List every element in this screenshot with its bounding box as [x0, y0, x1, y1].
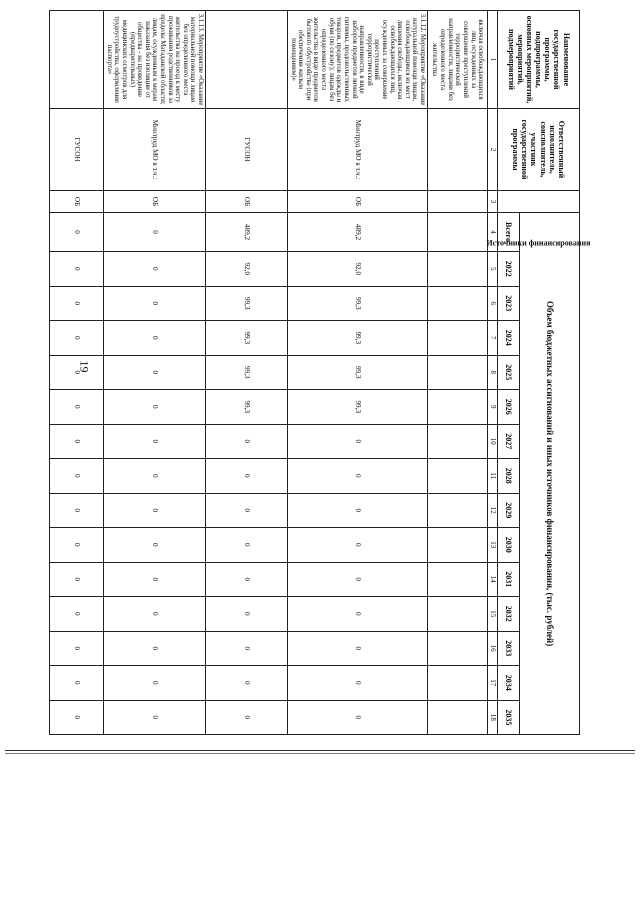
column-number: 12 — [488, 493, 498, 528]
row-value — [428, 562, 488, 597]
row-value: 99,3 — [288, 286, 428, 321]
row-value: 0 — [50, 355, 104, 390]
row-value — [428, 493, 488, 528]
row-value — [428, 459, 488, 494]
row-value: 0 — [50, 321, 104, 356]
row-value: 99,3 — [206, 390, 288, 425]
row-total: 489,2 — [288, 213, 428, 252]
table-row — [428, 11, 488, 735]
row-value: 0 — [206, 666, 288, 701]
row-value — [428, 252, 488, 287]
column-number: 13 — [488, 528, 498, 563]
column-number: 18 — [488, 700, 498, 735]
row-value: 0 — [104, 286, 206, 321]
row-value: 0 — [104, 562, 206, 597]
header-volume: Объем бюджетных ассигнований и иных источников финансирования, (тыс. рублей) — [520, 213, 580, 735]
row-name: 3.1.12. Мероприятие «Оказание натуральной помощи лицам, освобождающимся из мест лишения свободы, включая освобождающихся лиц, осужденных за совершение преступлений террористической направленности, в виде наборов предметов личной гигиены, продовольственных товаров, предметов одежды и обуви (по сезону); лицам без определенного места жительства в виде предметов бытового обустройства (при обеспечении жилым помещением)» — [288, 11, 428, 109]
financing-table — [49, 10, 591, 735]
row-value: 0 — [50, 562, 104, 597]
row-total: 0 — [104, 213, 206, 252]
row-value: 0 — [104, 424, 206, 459]
column-number: 16 — [488, 631, 498, 666]
row-value: 92,0 — [206, 252, 288, 287]
row-source — [428, 191, 488, 213]
row-value: 0 — [206, 424, 288, 459]
column-number: 2 — [488, 109, 498, 191]
row-value — [428, 321, 488, 356]
row-value: 0 — [206, 459, 288, 494]
row-value: 0 — [50, 631, 104, 666]
table-row — [288, 11, 428, 735]
row-value: 99,3 — [206, 355, 288, 390]
row-value: 0 — [104, 459, 206, 494]
header-year: 2024 — [498, 321, 520, 356]
row-value: 0 — [288, 666, 428, 701]
column-number: 15 — [488, 597, 498, 632]
row-value — [428, 390, 488, 425]
row-value: 0 — [206, 562, 288, 597]
table-row — [104, 11, 206, 735]
row-value: 0 — [288, 631, 428, 666]
header-year: 2034 — [498, 666, 520, 701]
row-value: 0 — [104, 528, 206, 563]
column-number: 1 — [488, 11, 498, 109]
table-row — [50, 11, 104, 735]
header-year: 2027 — [498, 424, 520, 459]
row-value: 0 — [104, 597, 206, 632]
row-value: 0 — [50, 252, 104, 287]
header-year: 2025 — [498, 355, 520, 390]
row-value: 0 — [288, 597, 428, 632]
row-name: 3.1.13. Мероприятие «Оказание материальной помощи лицам без определенного места жительства на проезд к месту проживания родственников за пределы Магаданской области; лицам, осужденным к мерам наказания без изоляции от общества - на проведение (предварительных) медицинских осмотров для трудоустройства, оформление паспорта» — [104, 11, 206, 109]
row-total: 0 — [50, 213, 104, 252]
column-number: 9 — [488, 390, 498, 425]
row-value: 0 — [206, 631, 288, 666]
row-value: 0 — [104, 700, 206, 735]
header-name: Наименование государственной программы, подпрограммы, основных мероприятий, мероприятий, подмероприятий — [498, 11, 580, 109]
row-value: 0 — [288, 424, 428, 459]
row-value — [428, 700, 488, 735]
row-executor: Минтруд МО в т.ч.: — [288, 109, 428, 191]
row-value — [428, 666, 488, 701]
row-value: 0 — [104, 631, 206, 666]
row-value — [428, 286, 488, 321]
row-executor: ГУСОН — [50, 109, 104, 191]
row-value: 99,3 — [288, 390, 428, 425]
row-value: 0 — [50, 493, 104, 528]
row-value: 0 — [288, 562, 428, 597]
row-executor: ГУСОН — [206, 109, 288, 191]
header-year: 2023 — [498, 286, 520, 321]
row-name: включая освобождающихся лиц, осужденных за совершение преступлений террористической направленности, лицами без определенного места жительства — [428, 11, 488, 109]
row-value — [428, 631, 488, 666]
row-value: 0 — [288, 493, 428, 528]
row-value: 0 — [104, 252, 206, 287]
row-value: 0 — [206, 528, 288, 563]
header-executor: Ответственный исполнитель, соисполнитель, участник государственной программы — [498, 109, 580, 191]
header-year: 2030 — [498, 528, 520, 563]
header-year: 2033 — [498, 631, 520, 666]
row-value: 0 — [288, 459, 428, 494]
row-value: 99,3 — [288, 355, 428, 390]
page-divider-secondary — [5, 753, 635, 754]
row-value: 0 — [50, 666, 104, 701]
header-year: 2035 — [498, 700, 520, 735]
row-value: 0 — [104, 666, 206, 701]
row-value: 0 — [104, 355, 206, 390]
row-value: 99,3 — [288, 321, 428, 356]
header-total: Всего — [498, 213, 520, 252]
page-number: 19 — [77, 360, 92, 373]
column-number: 3 — [488, 191, 498, 213]
row-value: 0 — [104, 493, 206, 528]
column-number: 6 — [488, 286, 498, 321]
column-number: 7 — [488, 321, 498, 356]
row-value: 0 — [288, 528, 428, 563]
header-year: 2031 — [498, 562, 520, 597]
column-number: 11 — [488, 459, 498, 494]
row-value: 0 — [50, 459, 104, 494]
row-value: 0 — [50, 528, 104, 563]
row-total — [428, 213, 488, 252]
header-year: 2022 — [498, 252, 520, 287]
row-value: 0 — [50, 390, 104, 425]
page-divider — [5, 750, 635, 751]
row-source: ОБ — [206, 191, 288, 213]
row-value: 0 — [206, 700, 288, 735]
column-number: 14 — [488, 562, 498, 597]
table-row — [206, 11, 288, 735]
header-source: Источники финансирования — [498, 191, 580, 213]
row-value — [428, 528, 488, 563]
header-year: 2029 — [498, 493, 520, 528]
column-number: 10 — [488, 424, 498, 459]
row-value — [428, 597, 488, 632]
row-name — [50, 11, 104, 109]
row-value: 0 — [206, 597, 288, 632]
row-value: 0 — [50, 286, 104, 321]
row-value: 0 — [50, 424, 104, 459]
row-value: 0 — [288, 700, 428, 735]
row-name — [206, 11, 288, 109]
row-value: 0 — [50, 597, 104, 632]
row-source: ОБ — [288, 191, 428, 213]
row-value: 0 — [104, 390, 206, 425]
header-year: 2026 — [498, 390, 520, 425]
column-number: 8 — [488, 355, 498, 390]
row-total: 489,2 — [206, 213, 288, 252]
row-value: 99,3 — [206, 286, 288, 321]
row-value: 99,3 — [206, 321, 288, 356]
row-value — [428, 424, 488, 459]
column-number: 17 — [488, 666, 498, 701]
row-value — [428, 355, 488, 390]
row-value: 0 — [104, 321, 206, 356]
column-number: 4 — [488, 213, 498, 252]
header-year: 2032 — [498, 597, 520, 632]
row-source: ОБ — [50, 191, 104, 213]
row-value: 0 — [50, 700, 104, 735]
row-value: 0 — [206, 493, 288, 528]
row-value: 92,0 — [288, 252, 428, 287]
row-executor: Минтруд МО в т.ч.: — [104, 109, 206, 191]
header-year: 2028 — [498, 459, 520, 494]
row-source: ОБ — [104, 191, 206, 213]
row-executor — [428, 109, 488, 191]
column-number: 5 — [488, 252, 498, 287]
